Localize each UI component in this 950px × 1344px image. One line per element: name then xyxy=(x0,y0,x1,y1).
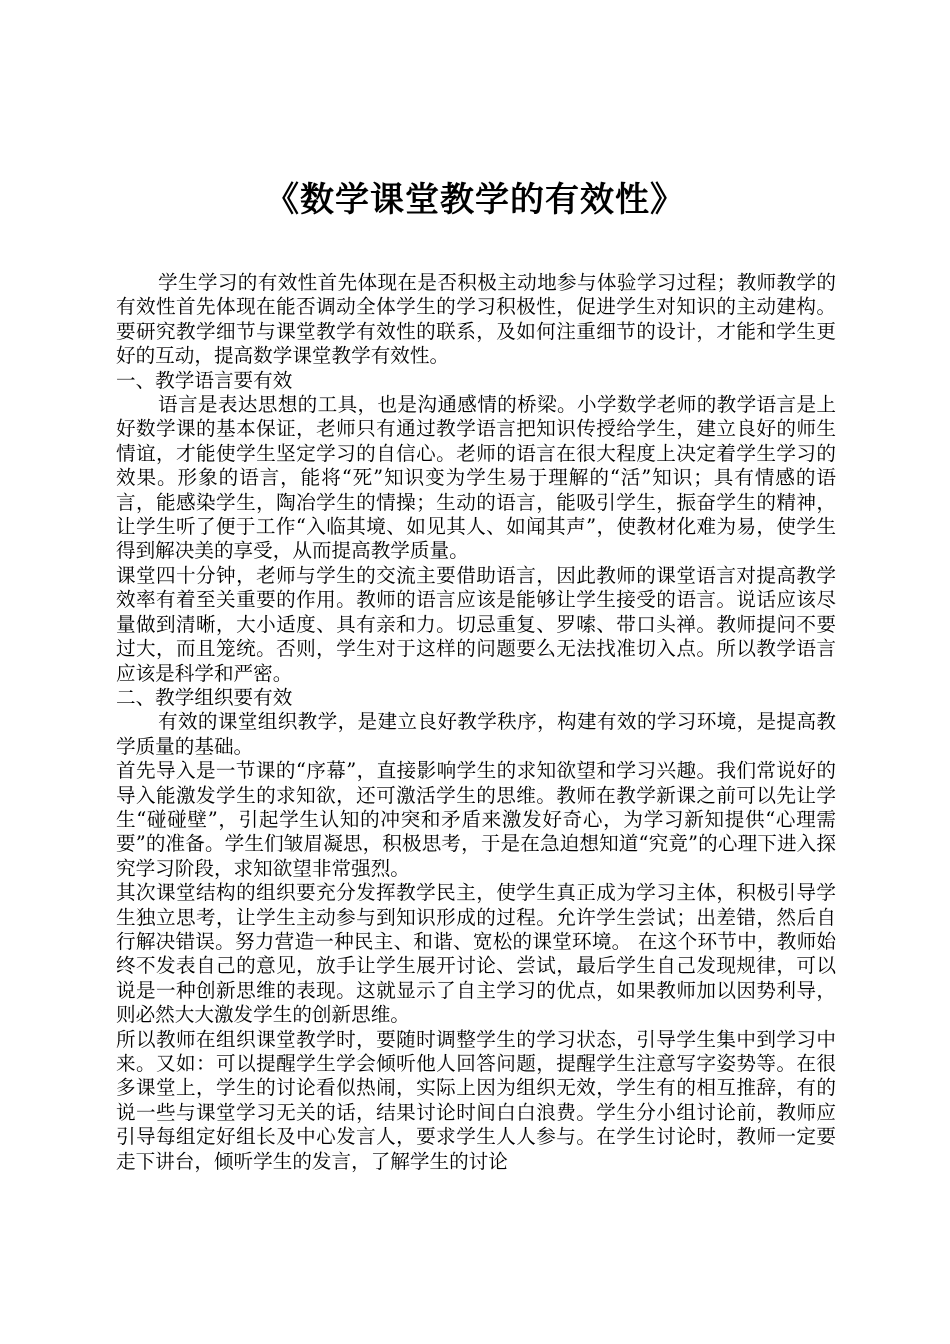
body-paragraph: 有效的课堂组织教学，是建立良好教学秩序，构建有效的学习环境，是提高教学质量的基础。 xyxy=(116,710,836,758)
section-heading: 二、教学组织要有效 xyxy=(116,685,293,709)
body-paragraph: 其次课堂结构的组织要充分发挥教学民主，使学生真正成为学习主体，积极引导学生独立思考，让学生主动参与到知识形成的过程。允许学生尝试；出差错，然后自行解决错误。努力营造一种民主、和谐、宽松的课堂环境。 在这个环节中，教师始终不发表自己的意见，放手让学生展开讨论、尝试，最后学生自己发现规律，可以说是一种创新思维的表现。这就显示了自主学习的优点，如果教师加以因势利导，则必然大大激发学生的创新思维。 xyxy=(116,881,836,1027)
body-paragraph: 学生学习的有效性首先体现在是否积极主动地参与体验学习过程；教师教学的有效性首先体现在能否调动全体学生的学习积极性，促进学生对知识的主动建构。要研究教学细节与课堂教学有效性的联系，及如何注重细节的设计，才能和学生更好的互动，提高数学课堂教学有效性。 xyxy=(116,271,836,368)
body-paragraph: 首先导入是一节课的“序幕”，直接影响学生的求知欲望和学习兴趣。我们常说好的导入能激发学生的求知欲，还可激活学生的思维。教师在教学新课之前可以先让学生“碰碰壁”，引起学生认知的冲突和矛盾来激发好奇心，为学习新知提供“心理需要”的准备。学生们皱眉凝思，积极思考，于是在急迫想知道“究竟”的心理下进入探究学习阶段，求知欲望非常强烈。 xyxy=(116,759,836,880)
document-body xyxy=(116,271,836,1174)
body-paragraph: 语言是表达思想的工具，也是沟通感情的桥梁。小学数学老师的教学语言是上好数学课的基本保证，老师只有通过教学语言把知识传授给学生，建立良好的师生情谊，才能使学生坚定学习的自信心。老师的语言在很大程度上决定着学生学习的效果。形象的语言，能将“死”知识变为学生易于理解的“活”知识；具有情感的语言，能感染学生，陶冶学生的情操；生动的语言，能吸引学生，振奋学生的精神，让学生听了便于工作“入临其境、如见其人、如闻其声”，使教材化难为易，使学生得到解决美的享受，从而提高教学质量。 xyxy=(116,393,836,563)
section-heading: 一、教学语言要有效 xyxy=(116,368,293,392)
body-paragraph: 课堂四十分钟，老师与学生的交流主要借助语言，因此教师的课堂语言对提高教学效率有着至关重要的作用。教师的语言应该是能够让学生接受的语言。说话应该尽量做到清晰，大小适度、具有亲和力。切忌重复、罗嗦、带口头禅。教师提问不要过大，而且笼统。否则，学生对于这样的问题要么无法找准切入点。所以教学语言应该是科学和严密。 xyxy=(116,563,836,685)
body-paragraph: 所以教师在组织课堂教学时，要随时调整学生的学习状态，引导学生集中到学习中来。又如：可以提醒学生学会倾听他人回答问题，提醒学生注意写字姿势等。在很多课堂上，学生的讨论看似热闹，实际上因为组织无效，学生有的相互推辞，有的说一些与课堂学习无关的话，结果讨论时间白白浪费。学生分小组讨论前，教师应引导每组定好组长及中心发言人，要求学生人人参与。在学生讨论时，教师一定要走下讲台，倾听学生的发言，了解学生的讨论 xyxy=(116,1027,836,1173)
document-title: 《数学课堂教学的有效性》 xyxy=(265,180,685,220)
